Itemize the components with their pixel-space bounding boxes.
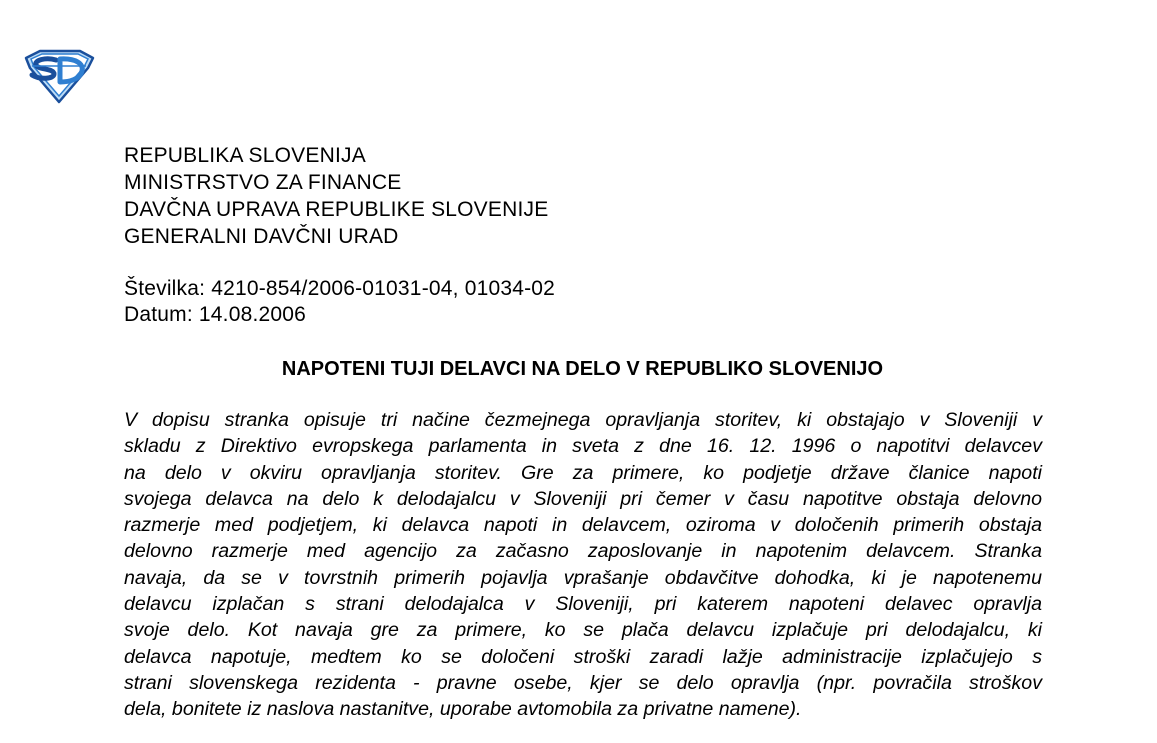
document-title: NAPOTENI TUJI DELAVCI NA DELO V REPUBLIKO SLOVENIJO <box>281 358 884 380</box>
body-line: strani slovenskega rezidenta - pravne osebe, kjer se delo opravlja (npr. povračila stroškov <box>124 671 1042 694</box>
body-line: delavca napotuje, medtem ko se določeni stroški zaradi lažje administracije izplačujejo s <box>124 645 1042 668</box>
document-date: Datum: 14.08.2006 <box>124 303 307 326</box>
document-number: Številka: 4210-854/2006-01031-04, 01034-02 <box>124 277 556 300</box>
document-body-paragraph <box>124 407 1042 723</box>
body-line: delavcu izplačan s strani delodajalca v Sloveniji, pri katerem napoteni delavec opravlja <box>124 593 1042 616</box>
issuer-line-ministry: MINISTRSTVO ZA FINANCE <box>124 171 402 194</box>
issuer-line-general-office: GENERALNI DAVČNI URAD <box>124 225 399 248</box>
logo-emblem-icon <box>22 48 96 104</box>
body-line: delovno razmerje med agencijo za začasno zaposlovanje in napotenim delavcem. Stranka <box>124 540 1042 563</box>
body-line: na delo v okviru opravljanja storitev. Gre za primere, ko podjetje države članice napoti <box>124 461 1042 484</box>
issuer-block <box>124 142 548 250</box>
issuer-line-tax-administration: DAVČNA UPRAVA REPUBLIKE SLOVENIJE <box>124 198 549 221</box>
body-line: svoje delo. Kot navaja gre za primere, ko se plača delavcu izplačuje pri delodajalcu, ki <box>124 619 1042 642</box>
body-line: skladu z Direktivo evropskega parlamenta in sveta z dne 16. 12. 1996 o napotitvi delavcev <box>124 435 1042 458</box>
body-line: navaja, da se v tovrstnih primerih pojavlja vprašanje obdavčitve dohodka, ki je napotenemu <box>124 566 1042 589</box>
body-line: svojega delavca na delo k delodajalcu v Sloveniji pri čemer v času napotitve obstaja delovno <box>124 487 1042 510</box>
document-meta <box>124 276 555 328</box>
issuer-line-republic: REPUBLIKA SLOVENIJA <box>124 144 366 167</box>
body-line: razmerje med podjetjem, ki delavca napoti in delavcem, oziroma v določenih primerih obstaja <box>124 514 1042 537</box>
body-line: dela, bonitete iz naslova nastanitve, uporabe avtomobila za privatne namene). <box>124 698 802 721</box>
body-line: V dopisu stranka opisuje tri načine čezmejnega opravljanja storitev, ki obstajajo v Sloveniji v <box>124 409 1042 431</box>
tax-administration-logo <box>22 48 96 104</box>
